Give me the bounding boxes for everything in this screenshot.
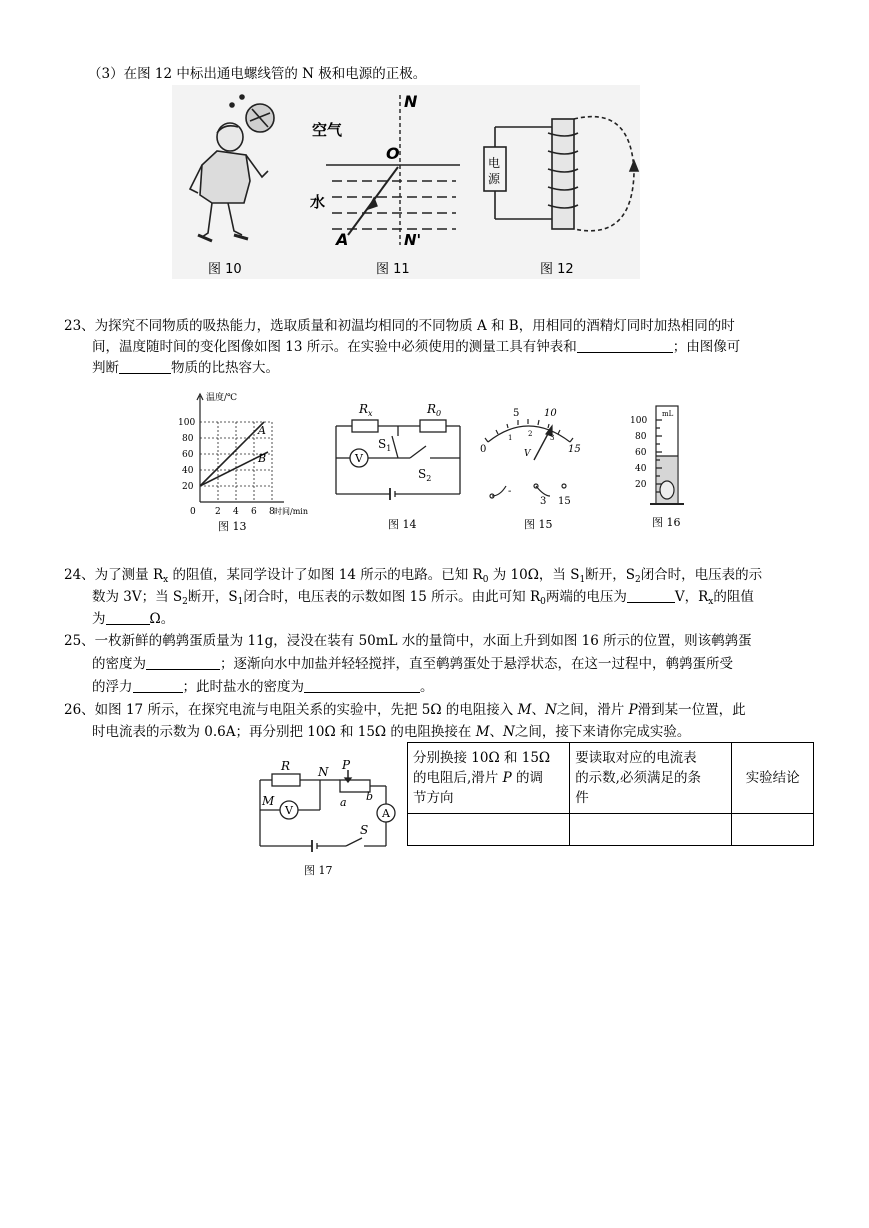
normal-label-n: N bbox=[404, 92, 418, 111]
fig13-xlabel: 时间/min bbox=[274, 507, 308, 516]
figure-13-svg bbox=[172, 390, 320, 532]
question-23-line-1: 23、为探究不同物质的吸热能力，选取质量和初温均相同的不同物质 A 和 B，用相同的酒精灯同时加热相同的时 bbox=[64, 318, 735, 334]
figure-13-axes bbox=[197, 394, 284, 502]
fig17-voltmeter-label: V bbox=[285, 804, 293, 817]
fig13-xtick-6: 6 bbox=[251, 507, 257, 517]
fig13-xtick-2: 2 bbox=[215, 507, 221, 517]
question-25-line-1: 25、一枚新鲜的鹌鹑蛋质量为 11g，浸没在装有 50mL 水的量筒中，水面上升到如图 16 所示的位置，则该鹌鹑蛋 bbox=[64, 633, 752, 649]
power-source-label-1: 电 bbox=[488, 156, 501, 170]
fig13-label-a: A bbox=[258, 424, 266, 437]
fig13-ytick-60: 60 bbox=[182, 450, 194, 460]
fig15-tick-5: 5 bbox=[513, 408, 520, 419]
fig15-terminal-3: 3 bbox=[540, 496, 547, 507]
question-24-line-2: 数为 3V；当 $S_2$断开，$S_1$闭合时，电压表的示数如图 15 所示。由此可知 $R_0$两端的电压为 V，$R_x$的阻值 bbox=[92, 589, 754, 607]
header-conclusion: 实验结论 bbox=[732, 743, 814, 814]
fig15-inner-tick-1: 1 bbox=[508, 434, 513, 442]
solenoid-circuit-diagram bbox=[484, 117, 638, 231]
question-24-line-3: 为 Ω。 bbox=[92, 611, 175, 627]
fig13-ytick-80: 80 bbox=[182, 434, 194, 444]
fig15-terminal-minus: - bbox=[508, 486, 512, 497]
figure-15 bbox=[478, 400, 581, 532]
figure-14-svg bbox=[330, 396, 465, 532]
fig13-ytick-20: 20 bbox=[182, 482, 194, 492]
figure-17-caption: 图 17 bbox=[304, 864, 333, 877]
figure-16-svg bbox=[618, 398, 690, 532]
question-26-line-2: 时电流表的示数为 0.6A；再分别把 10Ω 和 15Ω 的电阻换接在 M、N之间，接下来请你完成实验。 bbox=[92, 724, 691, 740]
question-26-line-1: 26、如图 17 所示，在探究电流与电阻关系的实验中，先把 5Ω 的电阻接入 M、N之间，滑片 P滑到某一位置，此 bbox=[64, 702, 746, 718]
fig13-xtick-0: 0 bbox=[190, 507, 196, 517]
water-label: 水 bbox=[310, 193, 326, 211]
fig16-tick-60: 60 bbox=[635, 448, 647, 458]
answer-blank-tool[interactable] bbox=[577, 338, 673, 353]
fig15-inner-tick-3: 3 bbox=[550, 434, 555, 442]
fig15-tick-10: 10 bbox=[544, 408, 557, 419]
question-23-line-2: 间，温度随时间的变化图像如图 13 所示。在实验中必须使用的测量工具有钟表和 ；由图像可 bbox=[92, 339, 741, 355]
question-23-line-3: 判断 物质的比热容大。 bbox=[92, 360, 279, 376]
answer-blank-buoyancy[interactable] bbox=[133, 678, 183, 693]
fig14-rx-label: $R_x$ bbox=[359, 402, 373, 418]
fig17-ammeter-label: A bbox=[382, 807, 390, 820]
fig14-voltmeter-label: V bbox=[355, 452, 363, 465]
fig14-s1-label: $S_1$ bbox=[378, 437, 392, 453]
fig17-p-label: P bbox=[342, 758, 351, 772]
answer-blank-substance[interactable] bbox=[119, 359, 171, 374]
point-a-label: A bbox=[336, 230, 349, 249]
fig15-tick-15: 15 bbox=[568, 444, 581, 455]
answer-cell-direction[interactable] bbox=[408, 814, 570, 846]
fig13-ylabel: 温度/℃ bbox=[206, 393, 238, 403]
fig17-a-label: a bbox=[340, 796, 347, 809]
answer-blank-egg-density[interactable] bbox=[146, 655, 220, 670]
air-label: 空气 bbox=[312, 121, 343, 139]
figure-16 bbox=[618, 398, 690, 532]
question-25-line-3: 的浮力 ；此时盐水的密度为 。 bbox=[92, 679, 434, 695]
fig13-ytick-100: 100 bbox=[178, 418, 196, 428]
header-reading-condition: 要读取对应的电流表 的示数,必须满足的条 件 bbox=[570, 743, 732, 814]
power-source-label-2: 源 bbox=[488, 172, 501, 186]
fig14-s2-label: $S_2$ bbox=[418, 467, 432, 483]
fig17-b-label: b bbox=[366, 790, 374, 803]
fig17-n-label: N bbox=[318, 765, 329, 779]
figure-17-circuit bbox=[260, 770, 395, 852]
answer-blank-brine-density[interactable] bbox=[304, 678, 420, 693]
fig13-ytick-40: 40 bbox=[182, 466, 194, 476]
fig15-inner-tick-2: 2 bbox=[528, 430, 533, 438]
fig17-m-label: M bbox=[262, 794, 275, 808]
fig13-label-b: B bbox=[258, 452, 267, 465]
fig13-xtick-4: 4 bbox=[233, 507, 239, 517]
figure-10-11-12 bbox=[172, 85, 640, 279]
figure-10-12-svg bbox=[172, 85, 640, 279]
fig14-r0-label: $R_0$ bbox=[427, 402, 442, 418]
fig17-s-label: S bbox=[360, 823, 369, 837]
answer-cell-condition[interactable] bbox=[570, 814, 732, 846]
answer-blank-r0-voltage[interactable] bbox=[627, 588, 675, 603]
question-22-3: （3）在图 12 中标出通电螺线管的 N 极和电源的正极。 bbox=[88, 66, 427, 82]
fig13-xtick-8: 8 bbox=[269, 507, 275, 517]
figure-14-caption: 图 14 bbox=[388, 518, 417, 531]
figure-17 bbox=[252, 760, 402, 882]
figure-13 bbox=[172, 390, 320, 532]
measuring-cylinder bbox=[650, 406, 684, 504]
point-o-label: O bbox=[386, 144, 400, 163]
question-24-line-1: 24、为了测量 $R_x$ 的阻值，某同学设计了如图 14 所示的电路。已知 $R_0$ 为 10Ω，当 $S_1$断开，$S_2$闭合时，电压表的示 bbox=[64, 567, 763, 585]
boy-heading-ball-illustration bbox=[190, 95, 274, 241]
figure-16-caption: 图 16 bbox=[652, 516, 681, 529]
fig15-terminal-15: 15 bbox=[558, 496, 571, 507]
fig16-tick-20: 20 bbox=[635, 480, 647, 490]
figure-14 bbox=[330, 396, 465, 532]
figure-13-caption: 图 13 bbox=[218, 520, 247, 533]
normal-label-n-prime: N' bbox=[404, 231, 422, 249]
table-header-row bbox=[408, 743, 814, 814]
fig17-r-label: R bbox=[281, 759, 291, 773]
fig16-unit: mL bbox=[662, 410, 674, 418]
refraction-diagram bbox=[326, 95, 460, 245]
fig16-tick-40: 40 bbox=[635, 464, 647, 474]
table-answer-row bbox=[408, 814, 814, 846]
figure-12-caption: 图 12 bbox=[540, 262, 574, 277]
fig16-tick-100: 100 bbox=[630, 416, 648, 426]
figure-15-svg bbox=[478, 400, 581, 532]
figure-11-caption: 图 11 bbox=[376, 262, 410, 277]
figure-10-caption: 图 10 bbox=[208, 262, 242, 277]
header-slider-direction: 分别换接 10Ω 和 15Ω 的电阻后,滑片 P 的调 节方向 bbox=[408, 743, 570, 814]
fig15-unit-v: V bbox=[524, 449, 531, 459]
fig15-tick-0: 0 bbox=[480, 444, 487, 455]
question-25-line-2: 的密度为 ；逐渐向水中加盐并轻轻搅拌，直至鹌鹑蛋处于悬浮状态，在这一过程中，鹌鹑蛋所受 bbox=[92, 656, 733, 672]
answer-blank-rx-resistance[interactable] bbox=[106, 610, 150, 625]
figure-17-svg bbox=[252, 760, 402, 882]
fig16-tick-80: 80 bbox=[635, 432, 647, 442]
experiment-table bbox=[407, 742, 814, 846]
answer-cell-conclusion[interactable] bbox=[732, 814, 814, 846]
figure-15-caption: 图 15 bbox=[524, 518, 553, 531]
